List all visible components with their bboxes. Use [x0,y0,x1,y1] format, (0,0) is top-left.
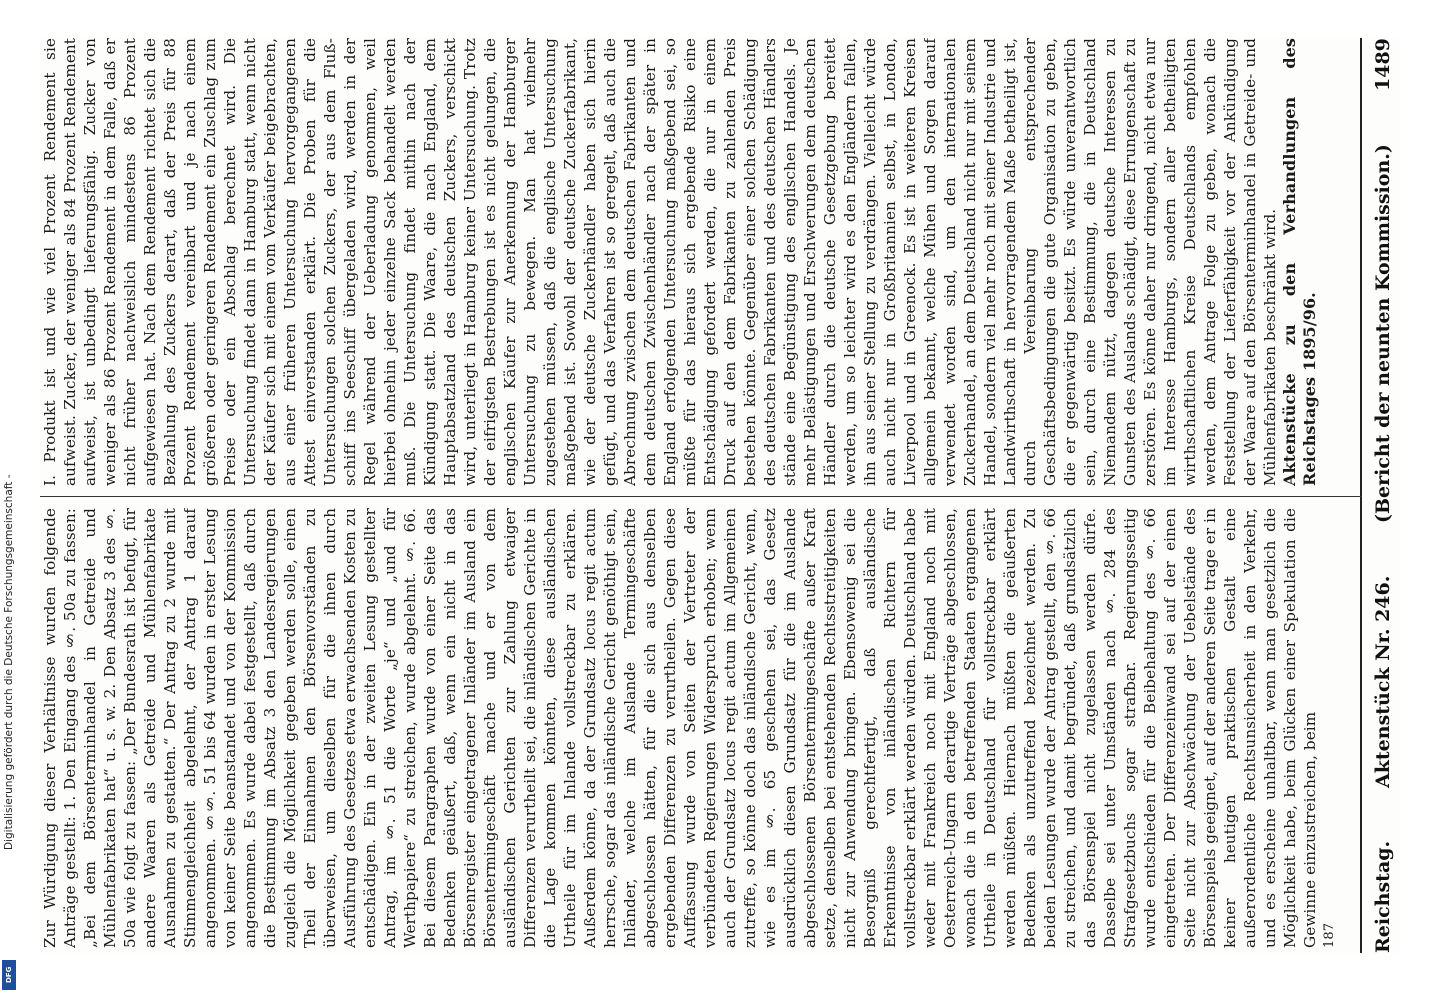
header-aktenstueck: Aktenstück Nr. 246. [1372,575,1394,788]
page-header [1360,38,1400,953]
upper-paragraphs: I. Produkt ist und wie viel Prozent Rendement sie aufweist. Zucker, der weniger als 84 Prozent Rendement aufweist, ist unbedingt lieferungsfähig. Zucker von weniger als 86 Prozent Rendement in dem Falle, daß er nicht früher nachweislich mindestens 86 Prozent aufgewiesen hat. Nach dem Rendement richtet sich die Bezahlung des Zuckers derart, daß der Preis für 88 Prozent Rendement vereinbart und je nach einem größeren oder geringeren Rendement ein Zuschlag zum Preise oder ein Abschlag berechnet wird. Die Untersuchung findet dann in Hamburg statt, wenn nicht der Käufer sich mit einem vom Verkäufer beigebrachten, aus einer früheren Untersuchung hervorgegangenen Attest einverstanden erklärt. Die Proben für die Untersuchungen solchen Zuckers, der aus dem Fluß-schiff ins Seeschiff übergeladen wird, werden in der Regel während der Ueberladung genommen, weil hierbei ohnehin jeder einzelne Sack behandelt werden muß. Die Untersuchung findet mithin nach der Kündigung statt. Die Waare, die nach England, dem Hauptabsatzland des deutschen Zuckers, verschickt wird, unterliegt in Hamburg keiner Untersuchung. Trotz der eifrigsten Bestrebungen ist es nicht gelungen, die englischen Käufer zur Anerkennung der Hamburger Untersuchung zu bewegen. Man hat vielmehr zugestehen müssen, daß die englische Untersuchung maßgebend ist. Sowohl der deutsche Zuckerfabrikant, wie der deutsche Zuckerhändler haben sich hierin gefügt, und das Verfahren ist so geregelt, daß auch die Abrechnung zwischen dem deutschen Fabrikanten und dem deutschen Zwischenhändler nach der später in England erfolgenden Untersuchung maßgebend sei, so müßte für das hieraus sich ergebende Risiko eine Entschädigung gefordert werden, die nur in einem Druck auf den dem Fabrikanten zu zahlenden Preis bestehen könnte. Gegenüber einer solchen Schädigung des deutschen Fabrikanten und des deutschen Händlers stände eine Begünstigung des englischen Handels. Je mehr Belästigungen und Erschwerungen dem deutschen Händler durch die deutsche Gesetzgebung bereitet werden, um so leichter wird es den Engländern fallen, ihn aus seiner Stellung zu verdrängen. Vielleicht würde auch nicht nur in Großbritannien selbst, in London, Liverpool und in Greenock. Es ist in weiteren Kreisen allgemein bekannt, welche Mühen und Sorgen darauf verwendet worden sind, um den internationalen Zuckerhandel, an dem Deutschland nicht nur mit seinem Handel, sondern viel mehr noch mit seiner Industrie und Landwirthschaft in hervorragendem Maße betheiligt ist, durch Vereinbarung entsprechender Geschäftsbedingungen die gute Organisation zu geben, die er gegenwärtig besitzt. Es würde unverantwortlich sein, durch eine Bestimmung, die in Deutschland Niemandem nützt, dagegen deutsche Interessen zu Gunsten des Auslands schädigt, diese Errungenschaft zu zerstören. Es könne daher nur dringend, nicht etwa nur im Interesse Hamburgs, sondern aller betheiligten wirthschaftlichen Kreise Deutschlands empfohlen werden, dem Antrage Folge zu geben, wonach die Feststellung der Lieferfähigkeit vor der Ankündigung der Waare auf den Börsenterminhandel in Getreide- und Mühlenfabrikaten beschränkt wird. [41,38,1279,486]
column-divider [40,496,1362,497]
header-kommission: (Bericht der neunten Kommission.) [1372,143,1394,523]
header-reichstag: Reichstag. [1372,840,1394,953]
signature-mark: 187 [1322,922,1337,948]
lower-text-column [40,508,1358,948]
upper-column-text [40,38,1358,486]
header-page-number: 1489 [1372,38,1394,91]
running-head [1372,38,1394,953]
aktenstuecke-footer: Aktenstücke zu den Verhandlungen des Reichstages 1895/96. [1280,38,1319,486]
document-page [40,38,1400,953]
lower-paragraphs: Zur Würdigung dieser Verhältnisse wurden folgende Anträge gestellt: 1. Den Eingang des §. 50a zu fassen: „Bei dem Börsenterminhandel in Getreide und Mühlenfabrikaten hat“ u. s. w. 2. Den Absatz 3 des §. 50a wie folgt zu fassen: „Der Bundesrath ist befugt, für andere Waaren als Getreide und Mühlenfabrikate Ausnahmen zu gestatten.“ Der Antrag zu 2 wurde mit Stimmengleichheit abgelehnt, der Antrag 1 darauf angenommen. §§. 51 bis 64 wurden in erster Lesung von keiner Seite beanstandet und von der Kommission angenommen. Es wurde dabei festgestellt, daß durch die Bestimmung im Absatz 3 den Landesregierungen zugleich die Möglichkeit gegeben werden solle, einen Theil der Einnahmen den Börsenvorständen zu überweisen, um dieselben für die ihnen durch Ausführung des Gesetzes etwa erwachsenden Kosten zu entschädigen. Ein in der zweiten Lesung gestellter Antrag, im §. 51 die Worte „je“ und „und für Werthpapiere“ zu streichen, wurde abgelehnt. §. 66. Bei diesem Paragraphen wurde von einer Seite das Bedenken geäußert, daß, wenn ein nicht in das Börsenregister eingetragener Inländer im Ausland ein Börsentermingeschäft mache und er von dem ausländischen Gerichten zur Zahlung etwaiger Differenzen verurtheilt sei, die inländischen Gerichte in die Lage kommen könnten, diese ausländischen Urtheile für im Inlande vollstreckbar zu erklären. Außerdem könne, da der Grundsatz locus regit actum herrsche, sogar das inländische Gericht genöthigt sein, Inländer, welche im Auslande Termingeschäfte abgeschlossen hätten, für die sich aus denselben ergebenden Differenzen zu verurtheilen. Gegen diese Auffassung wurde von Seiten der Vertreter der verbündeten Regierungen Widerspruch erhoben; wenn auch der Grundsatz locus regit actum im Allgemeinen zutreffe, so könne doch das inländische Gericht, wenn, wie es im §. 65 geschehen sei, das Gesetz ausdrücklich diesen Grundsatz für die im Auslande abgeschlossenen Börsentermingeschäfte außer Kraft setze, denselben bei entstehenden Rechtsstreitigkeiten nicht zur Anwendung bringen. Ebensowenig sei die Besorgniß gerechtfertigt, daß ausländische Erkenntnisse von inländischen Richtern für vollstreckbar erklärt werden würden. Deutschland habe weder mit Frankreich noch mit England noch mit Oesterreich-Ungarn derartige Verträge abgeschlossen, wonach die in den betreffenden Staaten ergangenen Urtheile in Deutschland für vollstreckbar erklärt werden müßten. Hiernach müßten die geäußerten Bedenken als unzutreffend bezeichnet werden. Zu beiden Lesungen wurde der Antrag gestellt, den §. 66 zu streichen, und damit begründet, daß grundsätzlich das Börsenspiel nicht zugelassen werden dürfe. Dasselbe sei unter Umständen nach §. 284 des Strafgesetzbuchs sogar strafbar. Regierungsseitig wurde entschieden für die Beibehaltung des §. 66 eingetreten. Der Differenzeinwand sei auf der einen Seite nicht zur Abschwächung der Uebelstände des Börsenspiels geeignet, auf der anderen Seite trage er in keiner heutigen praktischen Gestalt eine außerordentliche Rechtsunsicherheit in den Verkehr, und es erscheine unhaltbar, wenn man gesetzlich die Möglichkeit habe, beim Glücken einer Spekulation die Gewinne einzustreichen, beim [41,508,1319,948]
dfg-logo: DFG [2,960,16,990]
lower-column-text [40,508,1358,948]
upper-text-column [40,38,1358,486]
digitization-credit: Digitalisierung gefördert durch die Deutsche Forschungsgemeinschaft - [3,474,15,850]
